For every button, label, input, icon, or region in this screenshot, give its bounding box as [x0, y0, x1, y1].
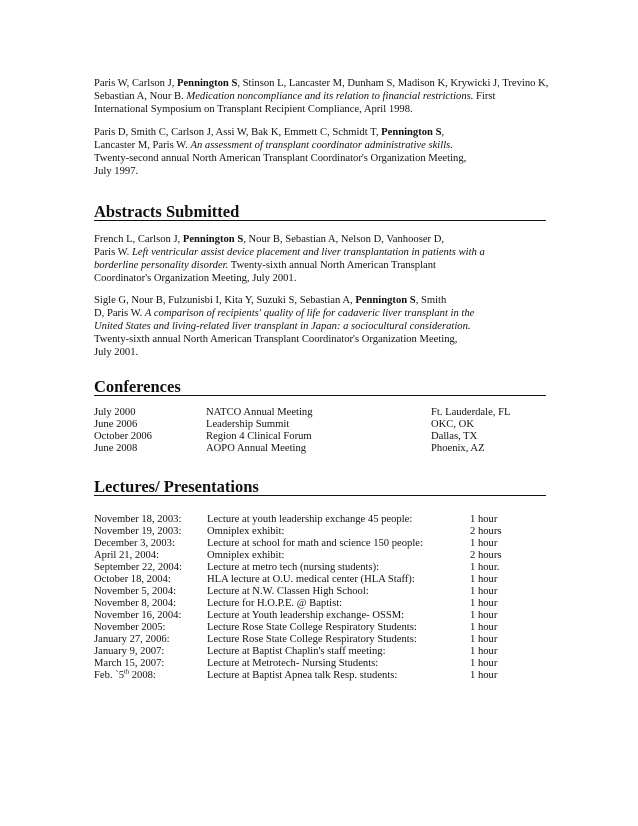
author-highlight: Pennington S — [381, 127, 442, 138]
text-run: Sebastian A, Nour B. — [94, 91, 187, 102]
lecture-date: April 21, 2004: — [94, 550, 160, 561]
lecture-date: January 27, 2006: — [94, 634, 170, 645]
lecture-description: Lecture at youth leadership exchange 45 people: — [207, 514, 413, 525]
text-run: First — [473, 91, 496, 102]
conference-event: Region 4 Clinical Forum — [206, 431, 312, 442]
lecture-date: December 3, 2003: — [94, 538, 175, 549]
abstract-entry — [94, 294, 554, 359]
text-run: , Nour B, Sebastian A, Nelson D, Vanhooser D, — [243, 234, 444, 245]
lecture-description: Lecture Rose State College Respiratory Students: — [207, 622, 417, 633]
lecture-description: Lecture Rose State College Respiratory Students: — [207, 634, 417, 645]
lecture-duration: 1 hour — [470, 634, 498, 645]
text-line — [94, 272, 554, 285]
lecture-description: Lecture at metro tech (nursing students): — [207, 562, 380, 573]
text-run: , Smith — [415, 295, 447, 306]
lecture-duration: 1 hour — [470, 598, 498, 609]
lecture-duration: 1 hour — [470, 658, 498, 669]
text-run: Paris W, Carlson J, — [94, 78, 177, 89]
text-line — [94, 333, 554, 346]
text-line — [94, 103, 554, 116]
author-highlight: Pennington S — [182, 234, 244, 245]
lecture-duration: 1 hour — [470, 646, 498, 657]
lecture-duration: 1 hour — [470, 622, 498, 633]
text-run: Paris D, Smith C, Carlson J, Assi W, Bak K, Emmett C, Schmidt T, — [94, 127, 382, 138]
lecture-date: Feb. `5th 2008: — [94, 668, 156, 681]
lecture-duration: 1 hour — [470, 610, 498, 621]
title-text: Medication noncompliance and its relation to financial restrictions. — [186, 91, 474, 102]
text-line — [94, 139, 554, 152]
lecture-duration: 1 hour — [470, 514, 498, 525]
text-run: Paris W. — [94, 247, 132, 258]
publication-entry — [94, 77, 554, 116]
text-line — [94, 77, 554, 90]
text-line — [94, 126, 554, 139]
conference-location: OKC, OK — [431, 419, 474, 430]
text-line — [94, 259, 554, 272]
text-run: Twenty-sixth annual North American Transplant — [228, 260, 436, 271]
conference-date: June 2008 — [94, 443, 138, 454]
conference-event: AOPO Annual Meeting — [206, 443, 307, 454]
conference-location: Dallas, TX — [431, 431, 478, 442]
lecture-description: Lecture at school for math and science 150 people: — [207, 538, 423, 549]
lecture-duration: 2 hours — [470, 550, 502, 561]
publication-entry — [94, 126, 554, 178]
conference-location: Phoenix, AZ — [431, 443, 485, 454]
lecture-duration: 2 hours — [470, 526, 502, 537]
lecture-description: Omniplex exhibit: — [207, 550, 285, 561]
title-text: Left ventricular assist device placement and liver transplantation in patients with a — [131, 247, 485, 258]
text-line — [94, 320, 554, 333]
section-heading-text: Conferences — [94, 377, 181, 396]
text-line — [94, 346, 554, 359]
lecture-description: HLA lecture at O.U. medical center (HLA Staff): — [207, 574, 415, 585]
conference-location: Ft. Lauderdale, FL — [431, 407, 511, 418]
lecture-date: November 8, 2004: — [94, 598, 177, 609]
text-run: Coordinator's Organization Meeting, July 2001. — [94, 273, 297, 284]
text-run: International Symposium on Transplant Recipient Compliance, April 1998. — [94, 104, 413, 115]
text-run: July 1997. — [94, 166, 139, 177]
section-heading-text: Lectures/ Presentations — [94, 477, 259, 496]
lecture-duration: 1 hour — [470, 538, 498, 549]
text-run: Twenty-sixth annual North American Transplant Coordinator's Organization Meeting, — [94, 334, 458, 345]
lecture-date: November 18, 2003: — [94, 514, 182, 525]
text-line — [94, 165, 554, 178]
lecture-date: November 5, 2004: — [94, 586, 177, 597]
lecture-date: November 16, 2004: — [94, 610, 182, 621]
conference-event: NATCO Annual Meeting — [206, 407, 313, 418]
section-heading-lectures — [94, 475, 546, 496]
lecture-date: November 2005: — [94, 622, 166, 633]
text-run: , Stinson L, Lancaster M, Dunham S, Madison K, Krywicki J, Trevino K, — [237, 78, 549, 89]
text-run: , — [441, 127, 445, 138]
conference-date: June 2006 — [94, 419, 138, 430]
section-heading-conferences — [94, 375, 546, 396]
lecture-duration: 1 hour. — [470, 562, 500, 573]
lecture-date: October 18, 2004: — [94, 574, 171, 585]
text-line — [94, 294, 554, 307]
text-run: D, Paris W. — [94, 308, 145, 319]
lecture-description: Lecture at Youth leadership exchange- OSSM: — [207, 610, 405, 621]
title-text: An assessment of transplant coordinator administrative skills. — [190, 140, 453, 151]
lecture-date: March 15, 2007: — [94, 658, 165, 669]
text-run: Lancaster M, Paris W. — [94, 140, 191, 151]
lecture-duration: 1 hour — [470, 586, 498, 597]
title-text: United States and living-related liver transplant in Japan: a sociocultural consideration. — [94, 321, 471, 332]
lecture-description: Lecture for H.O.P.E. @ Baptist: — [207, 598, 343, 609]
title-text: borderline personality disorder. — [94, 260, 229, 271]
date-suffix: 2008: — [129, 670, 156, 681]
text-line — [94, 307, 554, 320]
lecture-description: Omniplex exhibit: — [207, 526, 285, 537]
text-run: Sigle G, Nour B, Fulzunisbi I, Kita Y, Suzuki S, Sebastian A, — [94, 295, 356, 306]
conference-date: October 2006 — [94, 431, 152, 442]
lecture-duration: 1 hour — [470, 670, 498, 681]
date-superscript: th — [124, 668, 130, 676]
conference-date: July 2000 — [94, 407, 136, 418]
author-highlight: Pennington S — [177, 78, 238, 89]
lecture-description: Lecture at Baptist Chaplin's staff meeting: — [207, 646, 386, 657]
text-line — [94, 233, 554, 246]
text-run: French L, Carlson J, — [94, 234, 183, 245]
text-run: Twenty-second annual North American Transplant Coordinator's Organization Meeting, — [94, 153, 467, 164]
lecture-date: January 9, 2007: — [94, 646, 165, 657]
section-heading-abstracts — [94, 200, 546, 221]
lecture-date: November 19, 2003: — [94, 526, 182, 537]
author-highlight: Pennington S — [355, 295, 416, 306]
text-line — [94, 90, 554, 103]
section-heading-text: Abstracts Submitted — [94, 202, 240, 221]
abstract-entry — [94, 233, 554, 285]
text-line — [94, 152, 554, 165]
text-line — [94, 246, 554, 259]
text-run: July 2001. — [94, 347, 139, 358]
conference-event: Leadership Summit — [206, 419, 290, 430]
lecture-duration: 1 hour — [470, 574, 498, 585]
lecture-description: Lecture at N.W. Classen High School: — [207, 586, 369, 597]
lecture-description: Lecture at Baptist Apnea talk Resp. students: — [207, 670, 398, 681]
lecture-date: September 22, 2004: — [94, 562, 182, 573]
title-text: A comparison of recipients' quality of life for cadaveric liver transplant in the — [144, 308, 475, 319]
lecture-description: Lecture at Metrotech- Nursing Students: — [207, 658, 379, 669]
